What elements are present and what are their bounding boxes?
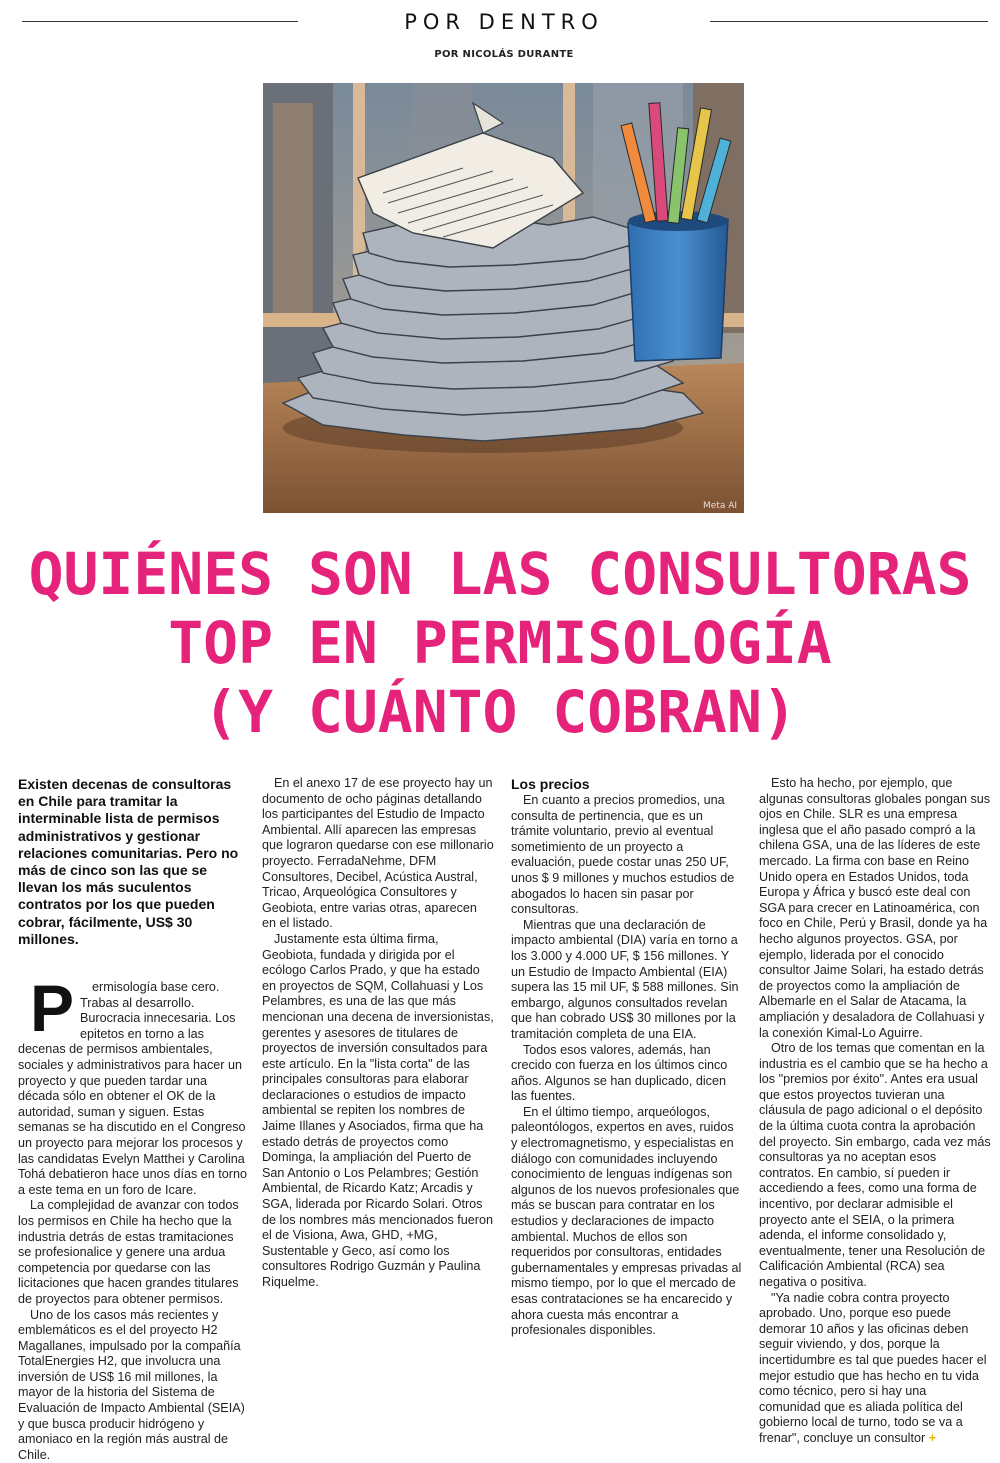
image-watermark: Meta AI bbox=[703, 501, 737, 511]
headline bbox=[20, 540, 980, 747]
article-column-4 bbox=[759, 776, 991, 1447]
article-paragraph-2: La complejidad de avanzar con todos los permisos en Chile ha hecho que la industria detrás de estas tramitaciones se profesionalice y genere una ardua competencia por quedarse con las licitaciones que hacen grandes titulares de proyectos para obtener permisos. bbox=[18, 1198, 248, 1307]
article-paragraph-12 bbox=[759, 1291, 991, 1447]
article-column-2 bbox=[262, 776, 494, 1291]
article-paragraph-7: Mientras que una declaración de impacto ambiental (DIA) varía en torno a los 3.000 y 4.000 UF, $ 156 millones. Y un Estudio de Impacto Ambiental (EIA) supera las 15 mil UF, $ 588 millones. Sin embargo, algunos consultados revelan que han cobrado US$ 30 millones por la tramitación completa de una EIA. bbox=[511, 918, 743, 1043]
article-paragraph-11: Otro de los temas que comentan en la industria es el cambio que se ha hecho a los "premios por éxito". Antes era usual que estos proyectos tuvieran una cláusula de pago adicional o el depósito de la última cuota contra la aprobación del proyecto. Sin embargo, cada vez más consultoras ya no aceptan esos contratos. En cambio, sí pueden ir accediendo a fees, como una forma de incentivo, por declarar admisible el proyecto ante el SEIA, o la primera adenda, el informe consolidado y, eventualmente, tener una Resolución de Calificación Ambiental (RCA) sea negativa o positiva. bbox=[759, 1041, 991, 1291]
section-title: POR DENTRO bbox=[300, 10, 708, 34]
header-rule-right bbox=[710, 21, 988, 22]
paper-stack-illustration bbox=[263, 83, 744, 513]
article-paragraph-4: En el anexo 17 de ese proyecto hay un documento de ocho páginas detallando los participantes del Estudio de Impacto Ambiental. Allí aparecen las empresas que lograron quedarse con ese millonario proyecto. FerradaNehme, DFM Consultores, Decibel, Acústica Austral, Tricao, Arqueológica Consultores y Geobiota, entre varias otras, aparecen en el listado. bbox=[262, 776, 494, 932]
article-column-3 bbox=[511, 776, 743, 1339]
headline-line-3: (Y CUÁNTO COBRAN) bbox=[20, 678, 980, 747]
byline: POR NICOLÁS DURANTE bbox=[300, 49, 708, 60]
article-paragraph-3: Uno de los casos más recientes y emblemáticos es el del proyecto H2 Magallanes, impulsado por la compañía TotalEnergies H2, que involucra una inversión de US$ 16 mil millones, la mayor de la historia del Sistema de Evaluación de Impacto Ambiental (SEIA) y que busca producir hidrógeno y amoniaco en la región más austral de Chile. bbox=[18, 1308, 248, 1463]
drop-cap: P bbox=[18, 982, 74, 1034]
article-paragraph-9: En el último tiempo, arqueólogos, paleontólogos, expertos en aves, ruidos y electromagnetismo, y especialistas en diálogo con comunidades incluyendo conocimiento de lenguas indígenas son algunos de los nuevos profesionales que más se buscan para contratar en los estudios y declaraciones de impacto ambiental. Muchos de ellos son requeridos por consultoras, entidades gubernamentales y empresas privadas al mismo tiempo, por lo que el mercado de esas contrataciones se ha encarecido y ahora cuesta más encontrar a profesionales disponibles. bbox=[511, 1105, 743, 1339]
article-subhead: Los precios bbox=[511, 776, 743, 792]
header-rule-left bbox=[22, 21, 298, 22]
article-lead: Existen decenas de consultoras en Chile para tramitar la interminable lista de permisos administrativos y gestionar relaciones comunitarias. Pero no más de cinco son las que se llevan los más suculentos contratos por los que pueden cobrar, fácilmente, US$ 30 millones. bbox=[18, 776, 248, 948]
article-paragraph-12-text: "Ya nadie cobra contra proyecto aprobado. Uno, porque eso puede demorar 10 años y las oficinas deben seguir viviendo, y dos, porque la incertidumbre es tal que puedes hacer el mejor estudio que has hecho en tu vida como técnico, pero si hay una comunidad que es aliada política del gobierno local de turno, todo se va a frenar", concluye un consultor bbox=[759, 1291, 987, 1445]
headline-line-1: QUIÉNES SON LAS CONSULTORAS bbox=[20, 540, 980, 609]
end-mark-icon: + bbox=[929, 1431, 936, 1445]
article-paragraph-5: Justamente esta última firma, Geobiota, fundada y dirigida por el ecólogo Carlos Prado, y que ha estado en proyectos de SQM, Collahuasi y Los Pelambres, es una de las que más mencionan una decena de inversionistas, gerentes y asesores de titulares de proyectos de inversión consultados para este artículo. En la "lista corta" de las principales consultoras para elaborar declaraciones o estudios de impacto ambiental se repiten los nombres de Jaime Illanes y Asociados, firma que ha estado detrás de proyectos como Dominga, la ampliación del Puerto de San Antonio o Los Pelambres; Gestión Ambiental, de Ricardo Katz; Arcadis y SGA, liderada por Ricardo Solari. Otros de los nombres más mencionados fueron el de Visiona, Awa, GHD, +MG, Sustentable y Geco, así como los consultores Rodrigo Guzmán y Paulina Riquelme. bbox=[262, 932, 494, 1291]
article-paragraph-1 bbox=[18, 980, 248, 1198]
article-paragraph-1-text: ermisología base cero. Trabas al desarrollo. Burocracia innecesaria. Los epitetos en torno a las decenas de permisos ambientales, sociales y administrativos para hacer un proyecto y que pueden tardar una década sólo en obtener el OK de la autoridad, suman y siguen. Estas semanas se ha discutido en el Congreso un proyecto para mejorar los procesos y las candidatas Evelyn Matthei y Carolina Tohá debatieron hace unos días en torno a este tema en un foro de Icare. bbox=[18, 980, 247, 1197]
headline-line-2: TOP EN PERMISOLOGÍA bbox=[20, 609, 980, 678]
article-paragraph-10: Esto ha hecho, por ejemplo, que algunas consultoras globales pongan sus ojos en Chile. SLR es una empresa inglesa que el año pasado compró a la chilena GSA, una de las líderes de este mercado. La firma con base en Reino Unido opera en Estados Unidos, toda Europa y África y buscó este deal con SGA para crecer en Latinoamérica, con foco en Chile, Perú y Brasil, donde ya ha hecho algunos proyectos. GSA, por ejemplo, liderada por el conocido consultor Jaime Solari, ha estado detrás de proyectos como la ampliación de Albemarle en el Salar de Atacama, la ampliación y desaladora de Collahuasi y la conexión Kimal-Lo Aguirre. bbox=[759, 776, 991, 1041]
article-column-1 bbox=[18, 776, 248, 1463]
article-paragraph-6: En cuanto a precios promedios, una consulta de pertinencia, que es un trámite voluntario, previo al eventual sometimiento de un proyecto a evaluación, puede costar unas 250 UF, unos $ 9 millones y muchos estudios de abogados lo hacen sin pasar por consultoras. bbox=[511, 793, 743, 918]
article-paragraph-8: Todos esos valores, además, han crecido con fuerza en los últimos cinco años. Algunos se han duplicado, dicen las fuentes. bbox=[511, 1043, 743, 1105]
